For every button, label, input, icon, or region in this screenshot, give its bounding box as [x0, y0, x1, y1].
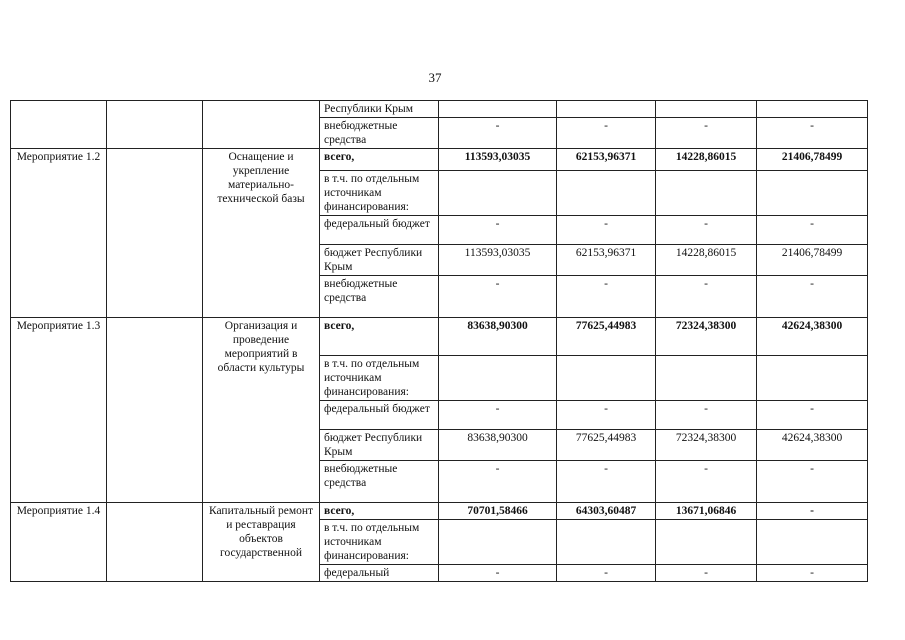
value-cell: [557, 356, 656, 401]
value-cell: 77625,44983: [557, 318, 656, 356]
value-cell: [757, 520, 868, 565]
event-cell: [11, 101, 107, 149]
source-cell: бюджет Республики Крым: [320, 245, 439, 276]
value-cell: -: [757, 216, 868, 245]
value-cell: -: [439, 118, 557, 149]
value-cell: 113593,03035: [439, 149, 557, 171]
value-cell: -: [439, 276, 557, 318]
event-cell: Мероприятие 1.2: [11, 149, 107, 318]
value-cell: -: [557, 565, 656, 582]
executor-cell: [107, 503, 203, 582]
name-cell: Капитальный ремонт и реставрация объектов государственной: [203, 503, 320, 582]
value-cell: 14228,86015: [656, 245, 757, 276]
source-cell: Республики Крым: [320, 101, 439, 118]
page-number: 37: [428, 70, 442, 85]
source-cell: в т.ч. по отдельным источникам финансирования:: [320, 520, 439, 565]
value-cell: [557, 520, 656, 565]
value-cell: [757, 356, 868, 401]
value-cell: 77625,44983: [557, 430, 656, 461]
source-cell: федеральный бюджет: [320, 216, 439, 245]
source-cell: федеральный: [320, 565, 439, 582]
value-cell: [439, 356, 557, 401]
value-cell: 21406,78499: [757, 245, 868, 276]
source-cell: внебюджетные средства: [320, 118, 439, 149]
value-cell: -: [557, 118, 656, 149]
value-cell: 42624,38300: [757, 318, 868, 356]
value-cell: -: [439, 565, 557, 582]
value-cell: -: [757, 276, 868, 318]
value-cell: -: [757, 461, 868, 503]
value-cell: -: [656, 216, 757, 245]
value-cell: [656, 356, 757, 401]
value-cell: 64303,60487: [557, 503, 656, 520]
value-cell: [656, 520, 757, 565]
value-cell: [656, 171, 757, 216]
value-cell: 72324,38300: [656, 430, 757, 461]
value-cell: [557, 171, 656, 216]
table-row: [11, 503, 868, 520]
source-cell: в т.ч. по отдельным источникам финансирования:: [320, 356, 439, 401]
value-cell: -: [439, 461, 557, 503]
value-cell: 62153,96371: [557, 245, 656, 276]
executor-cell: [107, 149, 203, 318]
value-cell: [439, 101, 557, 118]
source-cell: всего,: [320, 149, 439, 171]
source-cell: в т.ч. по отдельным источникам финансирования:: [320, 171, 439, 216]
value-cell: -: [439, 401, 557, 430]
name-cell: [203, 101, 320, 149]
value-cell: -: [557, 216, 656, 245]
value-cell: 70701,58466: [439, 503, 557, 520]
value-cell: [439, 171, 557, 216]
source-cell: внебюджетные средства: [320, 461, 439, 503]
value-cell: -: [757, 401, 868, 430]
value-cell: -: [656, 401, 757, 430]
value-cell: -: [656, 118, 757, 149]
source-cell: всего,: [320, 318, 439, 356]
value-cell: 72324,38300: [656, 318, 757, 356]
value-cell: [656, 101, 757, 118]
value-cell: 113593,03035: [439, 245, 557, 276]
value-cell: 62153,96371: [557, 149, 656, 171]
value-cell: [439, 520, 557, 565]
value-cell: -: [656, 461, 757, 503]
table-row: [11, 318, 868, 356]
value-cell: -: [656, 565, 757, 582]
value-cell: -: [757, 565, 868, 582]
value-cell: 83638,90300: [439, 318, 557, 356]
event-cell: Мероприятие 1.3: [11, 318, 107, 503]
table-row: [11, 149, 868, 171]
value-cell: -: [557, 461, 656, 503]
budget-table: [10, 100, 868, 582]
value-cell: 83638,90300: [439, 430, 557, 461]
event-cell: Мероприятие 1.4: [11, 503, 107, 582]
value-cell: 42624,38300: [757, 430, 868, 461]
value-cell: 13671,06846: [656, 503, 757, 520]
value-cell: [757, 101, 868, 118]
name-cell: Оснащение и укрепление материально-технической базы: [203, 149, 320, 318]
executor-cell: [107, 101, 203, 149]
value-cell: 21406,78499: [757, 149, 868, 171]
name-cell: Организация и проведение мероприятий в области культуры: [203, 318, 320, 503]
source-cell: бюджет Республики Крым: [320, 430, 439, 461]
value-cell: -: [656, 276, 757, 318]
source-cell: федеральный бюджет: [320, 401, 439, 430]
value-cell: [757, 171, 868, 216]
value-cell: -: [557, 276, 656, 318]
value-cell: -: [439, 216, 557, 245]
value-cell: 14228,86015: [656, 149, 757, 171]
source-cell: внебюджетные средства: [320, 276, 439, 318]
table-row: [11, 101, 868, 118]
value-cell: -: [557, 401, 656, 430]
value-cell: -: [757, 503, 868, 520]
executor-cell: [107, 318, 203, 503]
value-cell: [557, 101, 656, 118]
source-cell: всего,: [320, 503, 439, 520]
value-cell: -: [757, 118, 868, 149]
